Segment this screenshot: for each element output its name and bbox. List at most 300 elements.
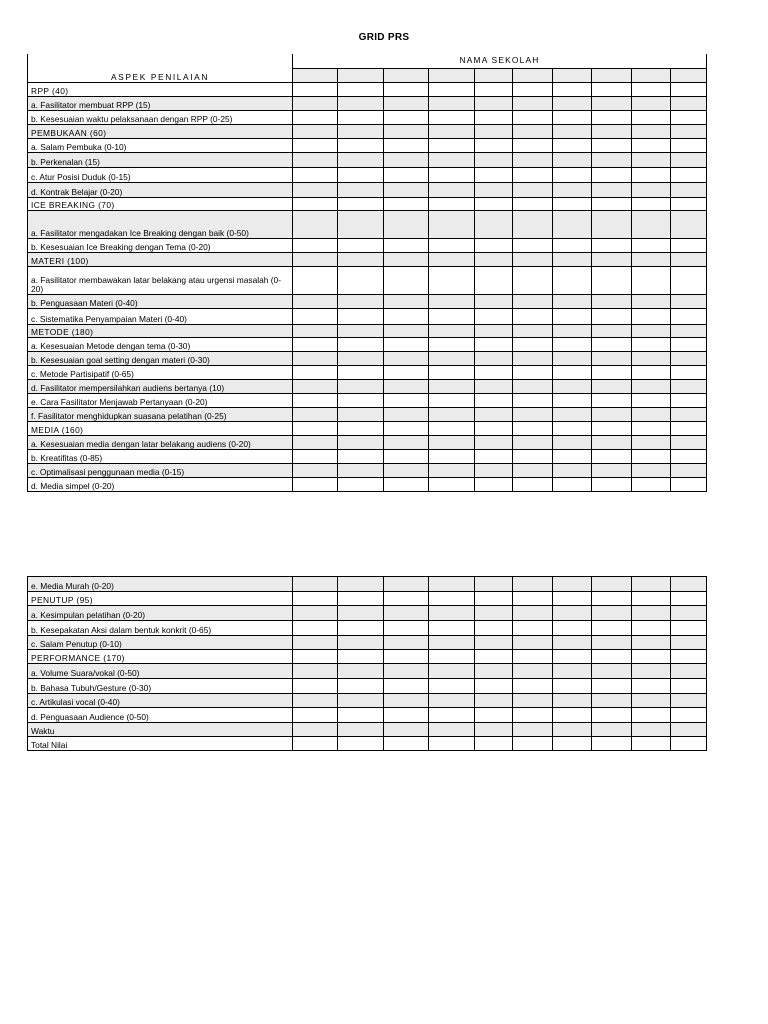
score-cell[interactable] [632,238,671,252]
score-cell[interactable] [592,577,632,592]
score-cell[interactable] [671,138,707,152]
score-cell[interactable] [671,197,707,210]
score-cell[interactable] [293,182,338,197]
score-cell[interactable] [293,337,338,351]
score-cell[interactable] [513,694,553,708]
score-cell[interactable] [338,393,384,407]
score-cell[interactable] [429,351,475,365]
score-cell[interactable] [384,477,429,491]
score-cell[interactable] [475,337,513,351]
score-cell[interactable] [293,351,338,365]
score-cell[interactable] [338,577,384,592]
score-cell[interactable] [592,210,632,238]
school-column-header-10[interactable] [671,68,707,82]
score-cell[interactable] [671,577,707,592]
score-cell[interactable] [475,463,513,477]
score-cell[interactable] [338,337,384,351]
score-cell[interactable] [293,124,338,138]
score-cell[interactable] [293,308,338,324]
score-cell[interactable] [592,650,632,664]
score-cell[interactable] [513,82,553,96]
score-cell[interactable] [671,266,707,294]
score-cell[interactable] [338,182,384,197]
score-cell[interactable] [384,407,429,421]
score-cell[interactable] [293,621,338,636]
score-cell[interactable] [592,592,632,606]
score-cell[interactable] [293,664,338,679]
score-cell[interactable] [384,694,429,708]
score-cell[interactable] [475,636,513,650]
score-cell[interactable] [671,435,707,449]
score-cell[interactable] [513,210,553,238]
score-cell[interactable] [384,351,429,365]
score-cell[interactable] [429,606,475,621]
score-cell[interactable] [429,124,475,138]
score-cell[interactable] [592,621,632,636]
score-cell[interactable] [553,592,592,606]
score-cell[interactable] [592,152,632,167]
score-cell[interactable] [592,96,632,110]
score-cell[interactable] [671,621,707,636]
score-cell[interactable] [475,124,513,138]
school-column-header-8[interactable] [592,68,632,82]
score-cell[interactable] [671,365,707,379]
score-cell[interactable] [475,606,513,621]
score-cell[interactable] [338,96,384,110]
score-cell[interactable] [475,152,513,167]
score-cell[interactable] [429,592,475,606]
score-cell[interactable] [293,82,338,96]
score-cell[interactable] [384,337,429,351]
score-cell[interactable] [632,96,671,110]
score-cell[interactable] [338,708,384,723]
score-cell[interactable] [293,694,338,708]
score-cell[interactable] [553,324,592,337]
score-cell[interactable] [592,708,632,723]
score-cell[interactable] [338,167,384,182]
score-cell[interactable] [632,737,671,751]
school-column-header-3[interactable] [384,68,429,82]
score-cell[interactable] [293,723,338,737]
score-cell[interactable] [429,324,475,337]
score-cell[interactable] [338,737,384,751]
score-cell[interactable] [553,737,592,751]
score-cell[interactable] [384,324,429,337]
score-cell[interactable] [592,124,632,138]
score-cell[interactable] [671,407,707,421]
score-cell[interactable] [513,650,553,664]
score-cell[interactable] [632,294,671,308]
score-cell[interactable] [553,308,592,324]
score-cell[interactable] [384,167,429,182]
score-cell[interactable] [632,167,671,182]
score-cell[interactable] [429,708,475,723]
score-cell[interactable] [475,167,513,182]
score-cell[interactable] [293,379,338,393]
score-cell[interactable] [475,592,513,606]
score-cell[interactable] [338,421,384,435]
score-cell[interactable] [475,694,513,708]
score-cell[interactable] [338,650,384,664]
score-cell[interactable] [671,650,707,664]
score-cell[interactable] [338,477,384,491]
score-cell[interactable] [671,421,707,435]
score-cell[interactable] [632,182,671,197]
score-cell[interactable] [429,337,475,351]
school-column-header-2[interactable] [338,68,384,82]
score-cell[interactable] [475,252,513,266]
score-cell[interactable] [592,82,632,96]
score-cell[interactable] [293,435,338,449]
score-cell[interactable] [632,138,671,152]
score-cell[interactable] [553,435,592,449]
score-cell[interactable] [632,365,671,379]
score-cell[interactable] [513,708,553,723]
score-cell[interactable] [384,463,429,477]
score-cell[interactable] [384,365,429,379]
score-cell[interactable] [592,167,632,182]
score-cell[interactable] [384,708,429,723]
score-cell[interactable] [293,252,338,266]
score-cell[interactable] [513,664,553,679]
score-cell[interactable] [475,294,513,308]
score-cell[interactable] [513,252,553,266]
score-cell[interactable] [384,308,429,324]
score-cell[interactable] [293,238,338,252]
score-cell[interactable] [513,294,553,308]
score-cell[interactable] [293,407,338,421]
score-cell[interactable] [513,182,553,197]
score-cell[interactable] [338,266,384,294]
score-cell[interactable] [384,636,429,650]
score-cell[interactable] [293,197,338,210]
score-cell[interactable] [632,421,671,435]
score-cell[interactable] [592,477,632,491]
score-cell[interactable] [338,308,384,324]
score-cell[interactable] [671,379,707,393]
score-cell[interactable] [384,592,429,606]
score-cell[interactable] [553,351,592,365]
score-cell[interactable] [293,210,338,238]
score-cell[interactable] [592,636,632,650]
score-cell[interactable] [429,210,475,238]
score-cell[interactable] [592,324,632,337]
score-cell[interactable] [671,694,707,708]
score-cell[interactable] [592,266,632,294]
score-cell[interactable] [338,449,384,463]
score-cell[interactable] [671,152,707,167]
score-cell[interactable] [293,650,338,664]
score-cell[interactable] [553,679,592,694]
score-cell[interactable] [384,577,429,592]
score-cell[interactable] [671,210,707,238]
score-cell[interactable] [632,636,671,650]
score-cell[interactable] [553,650,592,664]
score-cell[interactable] [592,723,632,737]
score-cell[interactable] [475,449,513,463]
score-cell[interactable] [632,449,671,463]
score-cell[interactable] [513,365,553,379]
score-cell[interactable] [553,138,592,152]
score-cell[interactable] [429,110,475,124]
score-cell[interactable] [671,294,707,308]
score-cell[interactable] [553,124,592,138]
score-cell[interactable] [632,621,671,636]
score-cell[interactable] [553,294,592,308]
score-cell[interactable] [429,449,475,463]
score-cell[interactable] [513,421,553,435]
score-cell[interactable] [293,266,338,294]
score-cell[interactable] [632,592,671,606]
score-cell[interactable] [632,308,671,324]
score-cell[interactable] [384,82,429,96]
score-cell[interactable] [475,407,513,421]
score-cell[interactable] [429,167,475,182]
score-cell[interactable] [592,365,632,379]
score-cell[interactable] [384,266,429,294]
score-cell[interactable] [384,252,429,266]
score-cell[interactable] [592,435,632,449]
score-cell[interactable] [592,238,632,252]
score-cell[interactable] [632,723,671,737]
score-cell[interactable] [293,294,338,308]
score-cell[interactable] [632,351,671,365]
score-cell[interactable] [338,152,384,167]
score-cell[interactable] [513,197,553,210]
score-cell[interactable] [671,238,707,252]
score-cell[interactable] [384,238,429,252]
score-cell[interactable] [338,435,384,449]
score-cell[interactable] [513,435,553,449]
score-cell[interactable] [475,351,513,365]
score-cell[interactable] [293,606,338,621]
score-cell[interactable] [384,110,429,124]
score-cell[interactable] [338,138,384,152]
score-cell[interactable] [553,621,592,636]
school-column-header-6[interactable] [513,68,553,82]
score-cell[interactable] [475,210,513,238]
score-cell[interactable] [293,708,338,723]
score-cell[interactable] [475,379,513,393]
score-cell[interactable] [384,138,429,152]
score-cell[interactable] [293,463,338,477]
score-cell[interactable] [671,592,707,606]
score-cell[interactable] [553,694,592,708]
score-cell[interactable] [475,421,513,435]
score-cell[interactable] [553,577,592,592]
score-cell[interactable] [632,694,671,708]
score-cell[interactable] [513,577,553,592]
score-cell[interactable] [338,197,384,210]
score-cell[interactable] [429,650,475,664]
score-cell[interactable] [475,82,513,96]
school-column-header-1[interactable] [293,68,338,82]
score-cell[interactable] [671,167,707,182]
score-cell[interactable] [513,124,553,138]
score-cell[interactable] [513,393,553,407]
score-cell[interactable] [293,96,338,110]
score-cell[interactable] [671,393,707,407]
score-cell[interactable] [429,197,475,210]
score-cell[interactable] [293,110,338,124]
score-cell[interactable] [671,182,707,197]
score-cell[interactable] [513,152,553,167]
score-cell[interactable] [384,621,429,636]
score-cell[interactable] [429,82,475,96]
score-cell[interactable] [632,606,671,621]
score-cell[interactable] [671,708,707,723]
score-cell[interactable] [293,679,338,694]
score-cell[interactable] [632,393,671,407]
score-cell[interactable] [592,252,632,266]
score-cell[interactable] [513,477,553,491]
score-cell[interactable] [632,266,671,294]
score-cell[interactable] [632,708,671,723]
score-cell[interactable] [338,463,384,477]
score-cell[interactable] [338,679,384,694]
score-cell[interactable] [513,379,553,393]
score-cell[interactable] [632,124,671,138]
score-cell[interactable] [475,238,513,252]
score-cell[interactable] [429,152,475,167]
score-cell[interactable] [632,337,671,351]
score-cell[interactable] [553,96,592,110]
school-column-header-7[interactable] [553,68,592,82]
score-cell[interactable] [513,266,553,294]
score-cell[interactable] [429,182,475,197]
score-cell[interactable] [592,393,632,407]
score-cell[interactable] [429,393,475,407]
score-cell[interactable] [592,182,632,197]
score-cell[interactable] [429,238,475,252]
score-cell[interactable] [338,110,384,124]
score-cell[interactable] [592,337,632,351]
score-cell[interactable] [475,197,513,210]
score-cell[interactable] [475,650,513,664]
score-cell[interactable] [384,294,429,308]
score-cell[interactable] [384,723,429,737]
score-cell[interactable] [671,324,707,337]
score-cell[interactable] [553,421,592,435]
score-cell[interactable] [475,708,513,723]
score-cell[interactable] [338,324,384,337]
score-cell[interactable] [384,737,429,751]
score-cell[interactable] [293,449,338,463]
score-cell[interactable] [429,407,475,421]
score-cell[interactable] [632,152,671,167]
score-cell[interactable] [553,238,592,252]
score-cell[interactable] [475,308,513,324]
score-cell[interactable] [553,708,592,723]
score-cell[interactable] [671,124,707,138]
score-cell[interactable] [632,650,671,664]
score-cell[interactable] [553,723,592,737]
score-cell[interactable] [553,636,592,650]
score-cell[interactable] [513,679,553,694]
score-cell[interactable] [671,636,707,650]
score-cell[interactable] [553,379,592,393]
score-cell[interactable] [513,337,553,351]
score-cell[interactable] [429,96,475,110]
score-cell[interactable] [553,167,592,182]
score-cell[interactable] [671,82,707,96]
score-cell[interactable] [513,407,553,421]
score-cell[interactable] [513,110,553,124]
score-cell[interactable] [513,621,553,636]
score-cell[interactable] [293,365,338,379]
score-cell[interactable] [384,650,429,664]
score-cell[interactable] [293,167,338,182]
school-column-header-5[interactable] [475,68,513,82]
score-cell[interactable] [293,393,338,407]
score-cell[interactable] [671,351,707,365]
score-cell[interactable] [632,252,671,266]
score-cell[interactable] [384,393,429,407]
score-cell[interactable] [553,197,592,210]
score-cell[interactable] [592,138,632,152]
score-cell[interactable] [513,449,553,463]
score-cell[interactable] [429,621,475,636]
score-cell[interactable] [475,182,513,197]
score-cell[interactable] [338,636,384,650]
score-cell[interactable] [632,664,671,679]
score-cell[interactable] [338,379,384,393]
score-cell[interactable] [671,679,707,694]
score-cell[interactable] [475,577,513,592]
score-cell[interactable] [293,152,338,167]
score-cell[interactable] [513,138,553,152]
score-cell[interactable] [384,124,429,138]
score-cell[interactable] [632,407,671,421]
score-cell[interactable] [338,210,384,238]
score-cell[interactable] [475,679,513,694]
score-cell[interactable] [475,266,513,294]
score-cell[interactable] [632,210,671,238]
score-cell[interactable] [671,723,707,737]
score-cell[interactable] [553,365,592,379]
score-cell[interactable] [384,435,429,449]
score-cell[interactable] [592,737,632,751]
score-cell[interactable] [475,621,513,636]
score-cell[interactable] [384,606,429,621]
score-cell[interactable] [632,435,671,449]
score-cell[interactable] [429,737,475,751]
score-cell[interactable] [293,737,338,751]
score-cell[interactable] [293,138,338,152]
score-cell[interactable] [671,664,707,679]
score-cell[interactable] [592,407,632,421]
score-cell[interactable] [671,110,707,124]
score-cell[interactable] [553,664,592,679]
score-cell[interactable] [553,477,592,491]
score-cell[interactable] [632,82,671,96]
score-cell[interactable] [429,463,475,477]
score-cell[interactable] [293,477,338,491]
score-cell[interactable] [513,606,553,621]
score-cell[interactable] [671,337,707,351]
score-cell[interactable] [553,110,592,124]
score-cell[interactable] [429,664,475,679]
score-cell[interactable] [553,606,592,621]
score-cell[interactable] [384,379,429,393]
score-cell[interactable] [429,421,475,435]
score-cell[interactable] [293,577,338,592]
score-cell[interactable] [671,737,707,751]
score-cell[interactable] [671,606,707,621]
score-cell[interactable] [632,477,671,491]
score-cell[interactable] [293,421,338,435]
score-cell[interactable] [592,449,632,463]
